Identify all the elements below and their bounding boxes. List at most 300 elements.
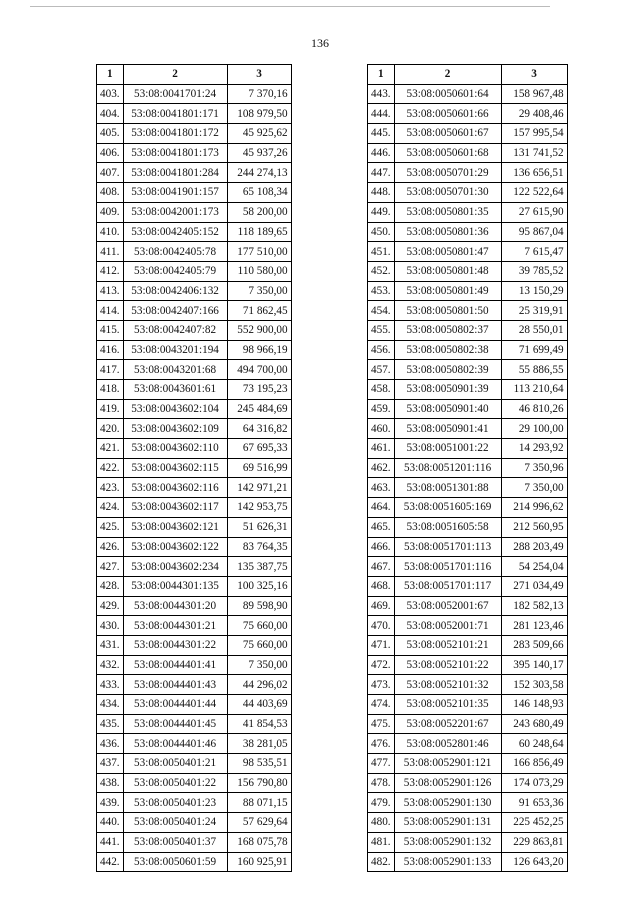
row-number-cell: 423.: [97, 478, 124, 498]
row-number-cell: 481.: [368, 832, 395, 852]
table-row: [368, 143, 568, 163]
left-register-table: [96, 64, 292, 872]
row-number-cell: 440.: [97, 813, 124, 833]
table-row: [97, 281, 292, 301]
cadastral-number-cell: 53:08:0041901:157: [123, 183, 227, 203]
cadastral-number-cell: 53:08:0052101:22: [394, 655, 501, 675]
value-cell: 243 680,49: [501, 714, 567, 734]
row-number-cell: 458.: [368, 380, 395, 400]
row-number-cell: 436.: [97, 734, 124, 754]
value-cell: 7 350,96: [501, 458, 567, 478]
table-row: [97, 301, 292, 321]
cadastral-number-cell: 53:08:0044401:43: [123, 675, 227, 695]
table-row: [97, 576, 292, 596]
value-cell: 38 281,05: [227, 734, 291, 754]
value-cell: 67 695,33: [227, 439, 291, 459]
value-cell: 288 203,49: [501, 537, 567, 557]
row-number-cell: 452.: [368, 261, 395, 281]
header-row: [368, 65, 568, 85]
table-row: [368, 84, 568, 104]
cadastral-number-cell: 53:08:0052901:126: [394, 773, 501, 793]
table-row: [368, 419, 568, 439]
table-row: [97, 242, 292, 262]
value-cell: 60 248,64: [501, 734, 567, 754]
row-number-cell: 474.: [368, 695, 395, 715]
row-number-cell: 429.: [97, 596, 124, 616]
row-number-cell: 422.: [97, 458, 124, 478]
row-number-cell: 419.: [97, 399, 124, 419]
cadastral-number-cell: 53:08:0050401:24: [123, 813, 227, 833]
value-cell: 45 925,62: [227, 124, 291, 144]
value-cell: 212 560,95: [501, 517, 567, 537]
value-cell: 166 856,49: [501, 754, 567, 774]
row-number-cell: 425.: [97, 517, 124, 537]
cadastral-number-cell: 53:08:0050601:59: [123, 852, 227, 872]
row-number-cell: 421.: [97, 439, 124, 459]
row-number-cell: 479.: [368, 793, 395, 813]
row-number-cell: 444.: [368, 104, 395, 124]
right-register-table: [367, 64, 568, 872]
row-number-cell: 417.: [97, 360, 124, 380]
value-cell: 83 764,35: [227, 537, 291, 557]
row-number-cell: 405.: [97, 124, 124, 144]
value-cell: 225 452,25: [501, 813, 567, 833]
table-row: [368, 616, 568, 636]
value-cell: 54 254,04: [501, 557, 567, 577]
cadastral-number-cell: 53:08:0052901:130: [394, 793, 501, 813]
row-number-cell: 456.: [368, 340, 395, 360]
cadastral-number-cell: 53:08:0050802:39: [394, 360, 501, 380]
cadastral-number-cell: 53:08:0043602:115: [123, 458, 227, 478]
row-number-cell: 471.: [368, 635, 395, 655]
cadastral-number-cell: 53:08:0050901:41: [394, 419, 501, 439]
header-col-2: 2: [394, 65, 501, 85]
table-row: [97, 183, 292, 203]
value-cell: 182 582,13: [501, 596, 567, 616]
table-row: [97, 852, 292, 872]
row-number-cell: 428.: [97, 576, 124, 596]
cadastral-number-cell: 53:08:0050401:37: [123, 832, 227, 852]
cadastral-number-cell: 53:08:0051605:58: [394, 517, 501, 537]
table-row: [368, 734, 568, 754]
table-row: [368, 281, 568, 301]
cadastral-number-cell: 53:08:0043602:116: [123, 478, 227, 498]
cadastral-number-cell: 53:08:0050401:21: [123, 754, 227, 774]
row-number-cell: 445.: [368, 124, 395, 144]
value-cell: 271 034,49: [501, 576, 567, 596]
row-number-cell: 478.: [368, 773, 395, 793]
value-cell: 100 325,16: [227, 576, 291, 596]
value-cell: 64 316,82: [227, 419, 291, 439]
row-number-cell: 426.: [97, 537, 124, 557]
row-number-cell: 464.: [368, 498, 395, 518]
cadastral-number-cell: 53:08:0043602:109: [123, 419, 227, 439]
cadastral-number-cell: 53:08:0050401:22: [123, 773, 227, 793]
table-row: [97, 635, 292, 655]
cadastral-number-cell: 53:08:0051201:116: [394, 458, 501, 478]
row-number-cell: 410.: [97, 222, 124, 242]
value-cell: 27 615,90: [501, 202, 567, 222]
table-row: [368, 813, 568, 833]
cadastral-number-cell: 53:08:0052101:32: [394, 675, 501, 695]
header-col-1: 1: [368, 65, 395, 85]
row-number-cell: 443.: [368, 84, 395, 104]
table-row: [368, 439, 568, 459]
table-row: [97, 813, 292, 833]
cadastral-number-cell: 53:08:0050601:68: [394, 143, 501, 163]
cadastral-number-cell: 53:08:0052801:46: [394, 734, 501, 754]
table-row: [97, 616, 292, 636]
table-row: [368, 557, 568, 577]
cadastral-number-cell: 53:08:0043602:117: [123, 498, 227, 518]
table-row: [97, 714, 292, 734]
row-number-cell: 415.: [97, 320, 124, 340]
value-cell: 98 966,19: [227, 340, 291, 360]
row-number-cell: 463.: [368, 478, 395, 498]
value-cell: 29 100,00: [501, 419, 567, 439]
cadastral-number-cell: 53:08:0050801:50: [394, 301, 501, 321]
value-cell: 7 350,00: [227, 281, 291, 301]
table-row: [97, 498, 292, 518]
row-number-cell: 475.: [368, 714, 395, 734]
value-cell: 88 071,15: [227, 793, 291, 813]
cadastral-number-cell: 53:08:0043201:194: [123, 340, 227, 360]
table-row: [97, 458, 292, 478]
value-cell: 281 123,46: [501, 616, 567, 636]
row-number-cell: 442.: [97, 852, 124, 872]
value-cell: 244 274,13: [227, 163, 291, 183]
cadastral-number-cell: 53:08:0051605:169: [394, 498, 501, 518]
row-number-cell: 473.: [368, 675, 395, 695]
row-number-cell: 411.: [97, 242, 124, 262]
table-row: [368, 714, 568, 734]
value-cell: 98 535,51: [227, 754, 291, 774]
table-row: [97, 773, 292, 793]
header-col-3: 3: [227, 65, 291, 85]
cadastral-number-cell: 53:08:0044301:22: [123, 635, 227, 655]
table-row: [368, 242, 568, 262]
value-cell: 113 210,64: [501, 380, 567, 400]
value-cell: 245 484,69: [227, 399, 291, 419]
cadastral-number-cell: 53:08:0050801:47: [394, 242, 501, 262]
value-cell: 160 925,91: [227, 852, 291, 872]
value-cell: 158 967,48: [501, 84, 567, 104]
cadastral-number-cell: 53:08:0043602:122: [123, 537, 227, 557]
cadastral-number-cell: 53:08:0044401:44: [123, 695, 227, 715]
value-cell: 45 937,26: [227, 143, 291, 163]
cadastral-number-cell: 53:08:0050801:49: [394, 281, 501, 301]
value-cell: 7 350,00: [227, 655, 291, 675]
cadastral-number-cell: 53:08:0051001:22: [394, 439, 501, 459]
value-cell: 142 971,21: [227, 478, 291, 498]
table-row: [368, 261, 568, 281]
cadastral-number-cell: 53:08:0050801:35: [394, 202, 501, 222]
row-number-cell: 431.: [97, 635, 124, 655]
table-row: [97, 478, 292, 498]
cadastral-number-cell: 53:08:0042407:82: [123, 320, 227, 340]
cadastral-number-cell: 53:08:0044401:45: [123, 714, 227, 734]
value-cell: 283 509,66: [501, 635, 567, 655]
table-row: [368, 340, 568, 360]
cadastral-number-cell: 53:08:0050802:38: [394, 340, 501, 360]
value-cell: 126 643,20: [501, 852, 567, 872]
table-row: [97, 695, 292, 715]
table-row: [97, 754, 292, 774]
table-row: [97, 517, 292, 537]
value-cell: 71 699,49: [501, 340, 567, 360]
row-number-cell: 435.: [97, 714, 124, 734]
header-col-3: 3: [501, 65, 567, 85]
table-row: [97, 655, 292, 675]
table-row: [368, 104, 568, 124]
row-number-cell: 459.: [368, 399, 395, 419]
value-cell: 55 886,55: [501, 360, 567, 380]
value-cell: 28 550,01: [501, 320, 567, 340]
cadastral-number-cell: 53:08:0050401:23: [123, 793, 227, 813]
table-row: [97, 380, 292, 400]
table-row: [368, 301, 568, 321]
table-row: [97, 222, 292, 242]
table-row: [97, 84, 292, 104]
row-number-cell: 438.: [97, 773, 124, 793]
cadastral-number-cell: 53:08:0044301:135: [123, 576, 227, 596]
table-row: [97, 124, 292, 144]
cadastral-number-cell: 53:08:0042406:132: [123, 281, 227, 301]
value-cell: 168 075,78: [227, 832, 291, 852]
value-cell: 7 370,16: [227, 84, 291, 104]
row-number-cell: 457.: [368, 360, 395, 380]
table-row: [97, 143, 292, 163]
row-number-cell: 460.: [368, 419, 395, 439]
table-row: [368, 517, 568, 537]
value-cell: 91 653,36: [501, 793, 567, 813]
cadastral-number-cell: 53:08:0052901:133: [394, 852, 501, 872]
value-cell: 7 615,47: [501, 242, 567, 262]
cadastral-number-cell: 53:08:0050601:66: [394, 104, 501, 124]
table-row: [97, 261, 292, 281]
table-row: [97, 340, 292, 360]
table-row: [368, 832, 568, 852]
cadastral-number-cell: 53:08:0051701:117: [394, 576, 501, 596]
row-number-cell: 427.: [97, 557, 124, 577]
row-number-cell: 453.: [368, 281, 395, 301]
row-number-cell: 412.: [97, 261, 124, 281]
table-row: [368, 320, 568, 340]
cadastral-number-cell: 53:08:0043602:110: [123, 439, 227, 459]
cadastral-number-cell: 53:08:0050701:30: [394, 183, 501, 203]
row-number-cell: 420.: [97, 419, 124, 439]
row-number-cell: 434.: [97, 695, 124, 715]
value-cell: 177 510,00: [227, 242, 291, 262]
value-cell: 131 741,52: [501, 143, 567, 163]
cadastral-number-cell: 53:08:0042405:152: [123, 222, 227, 242]
cadastral-number-cell: 53:08:0052101:21: [394, 635, 501, 655]
value-cell: 142 953,75: [227, 498, 291, 518]
row-number-cell: 450.: [368, 222, 395, 242]
row-number-cell: 476.: [368, 734, 395, 754]
table-row: [97, 399, 292, 419]
row-number-cell: 424.: [97, 498, 124, 518]
row-number-cell: 482.: [368, 852, 395, 872]
row-number-cell: 437.: [97, 754, 124, 774]
table-row: [368, 360, 568, 380]
cadastral-number-cell: 53:08:0052901:132: [394, 832, 501, 852]
cadastral-number-cell: 53:08:0050901:39: [394, 380, 501, 400]
cadastral-number-cell: 53:08:0044401:41: [123, 655, 227, 675]
value-cell: 44 296,02: [227, 675, 291, 695]
row-number-cell: 477.: [368, 754, 395, 774]
cadastral-number-cell: 53:08:0052901:131: [394, 813, 501, 833]
value-cell: 25 319,91: [501, 301, 567, 321]
value-cell: 146 148,93: [501, 695, 567, 715]
cadastral-number-cell: 53:08:0050901:40: [394, 399, 501, 419]
value-cell: 73 195,23: [227, 380, 291, 400]
table-row: [97, 202, 292, 222]
cadastral-number-cell: 53:08:0044301:21: [123, 616, 227, 636]
cadastral-number-cell: 53:08:0041801:171: [123, 104, 227, 124]
cadastral-number-cell: 53:08:0051701:113: [394, 537, 501, 557]
row-number-cell: 454.: [368, 301, 395, 321]
value-cell: 46 810,26: [501, 399, 567, 419]
cadastral-number-cell: 53:08:0051301:88: [394, 478, 501, 498]
table-row: [97, 360, 292, 380]
table-row: [368, 399, 568, 419]
cadastral-number-cell: 53:08:0050802:37: [394, 320, 501, 340]
row-number-cell: 468.: [368, 576, 395, 596]
table-row: [97, 675, 292, 695]
row-number-cell: 466.: [368, 537, 395, 557]
cadastral-number-cell: 53:08:0050801:48: [394, 261, 501, 281]
value-cell: 494 700,00: [227, 360, 291, 380]
value-cell: 51 626,31: [227, 517, 291, 537]
value-cell: 395 140,17: [501, 655, 567, 675]
table-row: [97, 537, 292, 557]
table-row: [97, 596, 292, 616]
table-row: [368, 655, 568, 675]
table-row: [368, 222, 568, 242]
row-number-cell: 441.: [97, 832, 124, 852]
value-cell: 14 293,92: [501, 439, 567, 459]
value-cell: 75 660,00: [227, 635, 291, 655]
row-number-cell: 430.: [97, 616, 124, 636]
row-number-cell: 465.: [368, 517, 395, 537]
cadastral-number-cell: 53:08:0042001:173: [123, 202, 227, 222]
value-cell: 110 580,00: [227, 261, 291, 281]
cadastral-number-cell: 53:08:0044401:46: [123, 734, 227, 754]
value-cell: 58 200,00: [227, 202, 291, 222]
value-cell: 136 656,51: [501, 163, 567, 183]
table-row: [368, 124, 568, 144]
cadastral-number-cell: 53:08:0050701:29: [394, 163, 501, 183]
value-cell: 118 189,65: [227, 222, 291, 242]
row-number-cell: 416.: [97, 340, 124, 360]
cadastral-number-cell: 53:08:0052201:67: [394, 714, 501, 734]
cadastral-number-cell: 53:08:0041801:173: [123, 143, 227, 163]
table-row: [97, 793, 292, 813]
value-cell: 552 900,00: [227, 320, 291, 340]
cadastral-number-cell: 53:08:0050801:36: [394, 222, 501, 242]
row-number-cell: 470.: [368, 616, 395, 636]
page-number: 136: [311, 36, 329, 50]
table-row: [97, 104, 292, 124]
table-row: [368, 695, 568, 715]
cadastral-number-cell: 53:08:0042405:78: [123, 242, 227, 262]
table-row: [97, 163, 292, 183]
row-number-cell: 480.: [368, 813, 395, 833]
table-row: [97, 832, 292, 852]
row-number-cell: 432.: [97, 655, 124, 675]
table-row: [368, 635, 568, 655]
row-number-cell: 408.: [97, 183, 124, 203]
value-cell: 174 073,29: [501, 773, 567, 793]
table-row: [368, 675, 568, 695]
value-cell: 65 108,34: [227, 183, 291, 203]
table-row: [97, 557, 292, 577]
value-cell: 108 979,50: [227, 104, 291, 124]
value-cell: 41 854,53: [227, 714, 291, 734]
value-cell: 157 995,54: [501, 124, 567, 144]
table-row: [368, 596, 568, 616]
row-number-cell: 472.: [368, 655, 395, 675]
row-number-cell: 462.: [368, 458, 395, 478]
value-cell: 44 403,69: [227, 695, 291, 715]
table-row: [97, 734, 292, 754]
header-col-2: 2: [123, 65, 227, 85]
table-row: [368, 163, 568, 183]
cadastral-number-cell: 53:08:0052001:67: [394, 596, 501, 616]
row-number-cell: 403.: [97, 84, 124, 104]
value-cell: 89 598,90: [227, 596, 291, 616]
row-number-cell: 439.: [97, 793, 124, 813]
cadastral-number-cell: 53:08:0042405:79: [123, 261, 227, 281]
table-row: [368, 498, 568, 518]
header-col-1: 1: [97, 65, 124, 85]
table-row: [368, 793, 568, 813]
row-number-cell: 406.: [97, 143, 124, 163]
cadastral-number-cell: 53:08:0050601:67: [394, 124, 501, 144]
cadastral-number-cell: 53:08:0052101:35: [394, 695, 501, 715]
cadastral-number-cell: 53:08:0052001:71: [394, 616, 501, 636]
row-number-cell: 447.: [368, 163, 395, 183]
table-row: [368, 458, 568, 478]
right-table-body: [368, 84, 568, 872]
cadastral-number-cell: 53:08:0041801:172: [123, 124, 227, 144]
row-number-cell: 404.: [97, 104, 124, 124]
table-row: [368, 183, 568, 203]
cadastral-number-cell: 53:08:0051701:116: [394, 557, 501, 577]
header-row: [97, 65, 292, 85]
table-row: [368, 852, 568, 872]
row-number-cell: 418.: [97, 380, 124, 400]
table-row: [97, 419, 292, 439]
value-cell: 71 862,45: [227, 301, 291, 321]
scan-top-rule: [30, 6, 550, 7]
cadastral-number-cell: 53:08:0043601:61: [123, 380, 227, 400]
value-cell: 75 660,00: [227, 616, 291, 636]
row-number-cell: 467.: [368, 557, 395, 577]
value-cell: 156 790,80: [227, 773, 291, 793]
value-cell: 69 516,99: [227, 458, 291, 478]
row-number-cell: 414.: [97, 301, 124, 321]
table-row: [368, 537, 568, 557]
value-cell: 135 387,75: [227, 557, 291, 577]
table-row: [368, 576, 568, 596]
row-number-cell: 455.: [368, 320, 395, 340]
row-number-cell: 449.: [368, 202, 395, 222]
cadastral-number-cell: 53:08:0041801:284: [123, 163, 227, 183]
cadastral-number-cell: 53:08:0052901:121: [394, 754, 501, 774]
row-number-cell: 448.: [368, 183, 395, 203]
